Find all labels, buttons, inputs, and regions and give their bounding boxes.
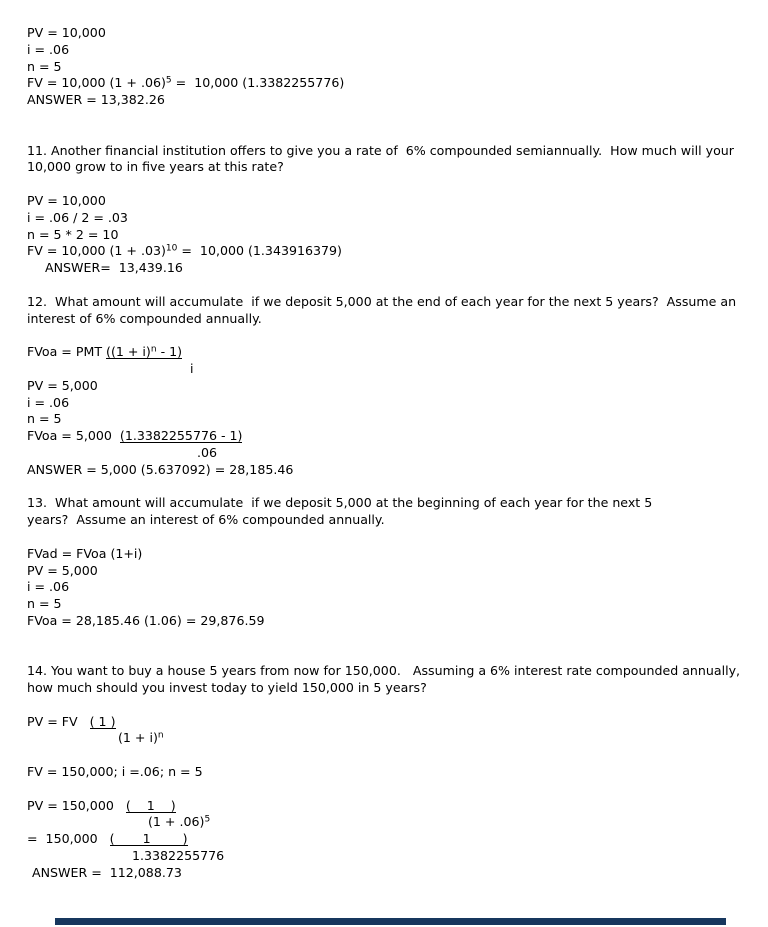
text-line (0, 294, 768, 311)
text-line (0, 663, 768, 680)
text-segment: ANSWER = 5,000 (5.637092) = 28,185.46 (27, 461, 294, 477)
text-segment: FVoa = PMT (27, 344, 107, 360)
text-line (0, 697, 768, 714)
underlined-expression (90, 715, 116, 729)
text-segment: years? Assume an interest of 6% compounded annually. (27, 512, 385, 528)
text-segment: 11. Another financial institution offers to give you a rate of 6% compounded semiannually. How much will your (27, 142, 734, 158)
text-segment: n = 5 (27, 58, 62, 74)
text-segment: ( 1 ) (109, 831, 188, 847)
text-line (0, 831, 768, 848)
text-segment: n = 5 * 2 = 10 (27, 226, 119, 242)
text-line (0, 378, 768, 395)
text-segment: PV = FV (27, 713, 90, 729)
text-line (0, 646, 768, 663)
text-segment: PV = 5,000 (27, 562, 98, 578)
text-segment: n = 5 (27, 596, 62, 612)
text-line (0, 630, 768, 647)
text-segment: ANSWER = 13,382.26 (27, 92, 165, 108)
text-line (0, 495, 768, 512)
text-line (0, 428, 768, 445)
text-segment: (1 + .06) (148, 814, 205, 830)
text-line (0, 193, 768, 210)
text-line (0, 579, 768, 596)
text-segment: FVoa = 28,185.46 (1.06) = 29,876.59 (27, 612, 265, 628)
text-segment: = 150,000 (27, 831, 110, 847)
text-line (0, 159, 768, 176)
text-segment: i = .06 / 2 = .03 (27, 209, 128, 225)
text-line (0, 25, 768, 42)
text-segment: 13. What amount will accumulate if we deposit 5,000 at the beginning of each year for the next 5 (27, 495, 653, 511)
text-line (0, 563, 768, 580)
text-line (0, 210, 768, 227)
text-line (0, 529, 768, 546)
text-line (0, 260, 768, 277)
text-line (0, 143, 768, 160)
text-segment: = 10,000 (1.3382255776) (171, 75, 345, 91)
text-segment: = 10,000 (1.343916379) (177, 243, 342, 259)
underlined-expression (120, 429, 243, 443)
text-segment: i = .06 (27, 579, 70, 595)
text-segment: (1 + i) (118, 730, 158, 746)
text-segment: (1.3382255776 - 1) (119, 428, 243, 444)
text-line (0, 730, 768, 747)
text-line (0, 798, 768, 815)
text-line (0, 227, 768, 244)
text-line (0, 361, 768, 378)
text-line (0, 411, 768, 428)
text-segment: FV = 10,000 (1 + .03) (27, 243, 166, 259)
text-segment: ANSWER= 13,439.16 (45, 260, 183, 276)
text-line (0, 613, 768, 630)
text-segment: FVad = FVoa (1+i) (27, 545, 143, 561)
underlined-expression (126, 799, 176, 813)
text-line (0, 596, 768, 613)
document-text (0, 25, 768, 882)
underlined-expression (106, 345, 182, 359)
text-segment: ANSWER = 112,088.73 (32, 864, 182, 880)
text-segment: ( 1 ) (89, 713, 116, 729)
text-line (0, 277, 768, 294)
text-segment: PV = 10,000 (27, 192, 106, 208)
superscript: 5 (165, 75, 172, 86)
text-segment: FVoa = 5,000 (27, 428, 120, 444)
page-divider-bar (55, 918, 726, 925)
text-segment: i = .06 (27, 41, 70, 57)
text-segment: FV = 150,000; i =.06; n = 5 (27, 764, 203, 780)
text-line (0, 814, 768, 831)
text-segment: ( 1 ) (125, 797, 176, 813)
text-line (0, 462, 768, 479)
text-line (0, 714, 768, 731)
text-segment: 1.3382255776 (132, 848, 225, 864)
text-segment: PV = 10,000 (27, 25, 106, 40)
text-segment: i (190, 360, 194, 376)
text-line (0, 479, 768, 496)
text-line (0, 126, 768, 143)
text-segment: PV = 150,000 (27, 797, 126, 813)
text-line (0, 75, 768, 92)
underlined-expression (110, 832, 188, 846)
superscript: 10 (165, 243, 178, 254)
text-line (0, 243, 768, 260)
text-line (0, 311, 768, 328)
text-line (0, 848, 768, 865)
text-segment: .06 (197, 444, 218, 460)
superscript: n (150, 344, 157, 355)
text-line (0, 59, 768, 76)
text-line (0, 445, 768, 462)
text-line (0, 764, 768, 781)
text-segment: interest of 6% compounded annually. (27, 310, 262, 326)
text-line (0, 327, 768, 344)
text-segment: ((1 + i) (106, 344, 151, 360)
text-line (0, 395, 768, 412)
text-line (0, 546, 768, 563)
text-segment: - 1) (156, 344, 183, 360)
superscript: n (157, 730, 164, 741)
text-segment: 14. You want to buy a house 5 years from now for 150,000. Assuming a 6% interest rate compounded annually, (27, 663, 741, 679)
text-line (0, 176, 768, 193)
text-segment: PV = 5,000 (27, 377, 98, 393)
text-line (0, 781, 768, 798)
text-line (0, 680, 768, 697)
text-segment: n = 5 (27, 411, 62, 427)
text-line (0, 747, 768, 764)
superscript: 5 (204, 814, 211, 825)
text-segment: 12. What amount will accumulate if we deposit 5,000 at the end of each year for the next 5 years? Assume an (27, 293, 737, 309)
text-segment: FV = 10,000 (1 + .06) (27, 75, 166, 91)
text-line (0, 92, 768, 109)
text-line (0, 109, 768, 126)
text-segment: 10,000 grow to in five years at this rate? (27, 159, 284, 175)
text-line (0, 42, 768, 59)
text-segment: i = .06 (27, 394, 70, 410)
text-segment: how much should you invest today to yield 150,000 in 5 years? (27, 680, 427, 696)
text-line (0, 344, 768, 361)
text-line (0, 512, 768, 529)
text-line (0, 865, 768, 882)
